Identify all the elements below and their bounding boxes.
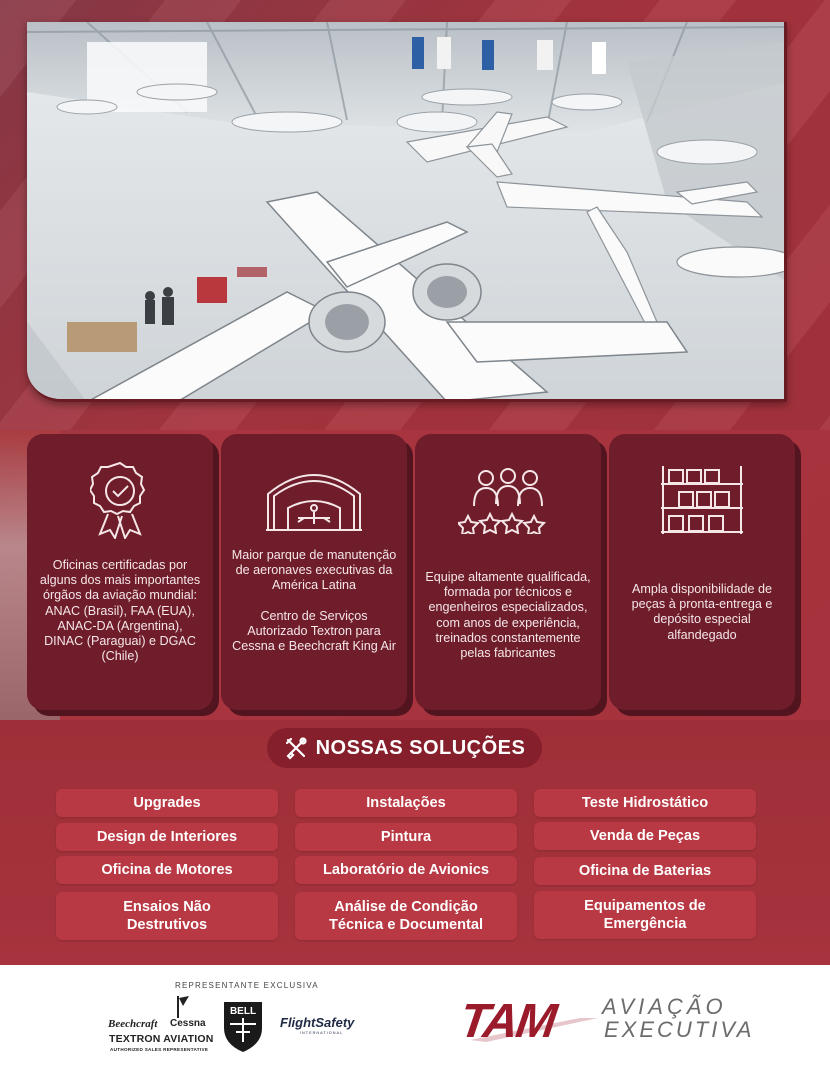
solution-chip: Teste Hidrostático (534, 789, 756, 817)
solutions-title (267, 728, 542, 768)
bell-logo (222, 998, 264, 1054)
solution-chip: Oficina de Motores (56, 856, 278, 884)
tools-icon (284, 736, 308, 760)
hangar-icon (221, 454, 407, 544)
solution-chip: Instalações (295, 789, 517, 817)
exclusive-representative-label: REPRESENTANTE EXCLUSIVA (175, 981, 319, 990)
feature-paragraph: Oficinas certificadas por alguns dos mais importantes órgãos da aviação mundial: ANAC (Brasil), FAA (EUA), ANAC-DA (Argentina), DINAC (Paraguai) e DGAC (Chile) (39, 558, 201, 664)
solution-chip: Pintura (295, 823, 517, 851)
certified-ribbon-icon (27, 454, 213, 544)
solution-chip: Equipamentos de Emergência (534, 891, 756, 939)
team-stars-icon (415, 454, 601, 544)
feature-paragraph: Equipe altamente qualificada, formada por técnicos e engenheiros especializados, com anos de experiência, treinados constantemente pelas fabricantes (425, 570, 591, 661)
feature-text (425, 570, 591, 661)
feature-paragraph: Ampla disponibilidade de peças à pronta-entrega e depósito especial alfandegado (631, 582, 773, 642)
feature-card-hangar (221, 434, 407, 710)
beechcraft-logo-text: Beechcraft (108, 1018, 158, 1030)
executiva-text: EXECUTIVA (604, 1017, 755, 1042)
feature-paragraph: Maior parque de manutenção de aeronaves executivas da América Latina (231, 548, 397, 593)
solution-chip: Laboratório de Avionics (295, 856, 517, 884)
feature-card-team (415, 434, 601, 710)
hangar-photo (27, 22, 787, 402)
flightsafety-subtitle: INTERNATIONAL (300, 1031, 344, 1035)
textron-subtitle: AUTHORIZED SALES REPRESENTATIVE (110, 1047, 209, 1052)
flightsafety-logo: FlightSafety (280, 1015, 355, 1030)
feature-text (37, 558, 203, 664)
solutions-title-text: NOSSAS SOLUÇÕES (315, 736, 526, 759)
parts-shelf-icon (609, 454, 795, 544)
feature-card-certified (27, 434, 213, 710)
solution-chip: Ensaios Não Destrutivos (56, 892, 278, 940)
feature-paragraph: Centro de Serviços Autorizado Textron para Cessna e Beechcraft King Air (232, 608, 396, 654)
feature-text (231, 548, 397, 654)
cessna-logo-text: Cessna (170, 1018, 206, 1029)
bell-logo-text: BELL (229, 1006, 257, 1017)
aviacao-text: AVIAÇÃO (602, 994, 727, 1019)
solution-chip: Oficina de Baterias (534, 857, 756, 885)
feature-card-parts (609, 434, 795, 710)
feature-text (619, 582, 785, 643)
cessna-logo (174, 994, 190, 1020)
solution-chip: Venda de Peças (534, 822, 756, 850)
solution-chip: Design de Interiores (56, 823, 278, 851)
solution-chip: Upgrades (56, 789, 278, 817)
textron-aviation-logo: TEXTRON AVIATION (109, 1033, 214, 1045)
tam-logo: TAM (456, 995, 559, 1048)
solution-chip: Análise de Condição Técnica e Documental (295, 892, 517, 940)
